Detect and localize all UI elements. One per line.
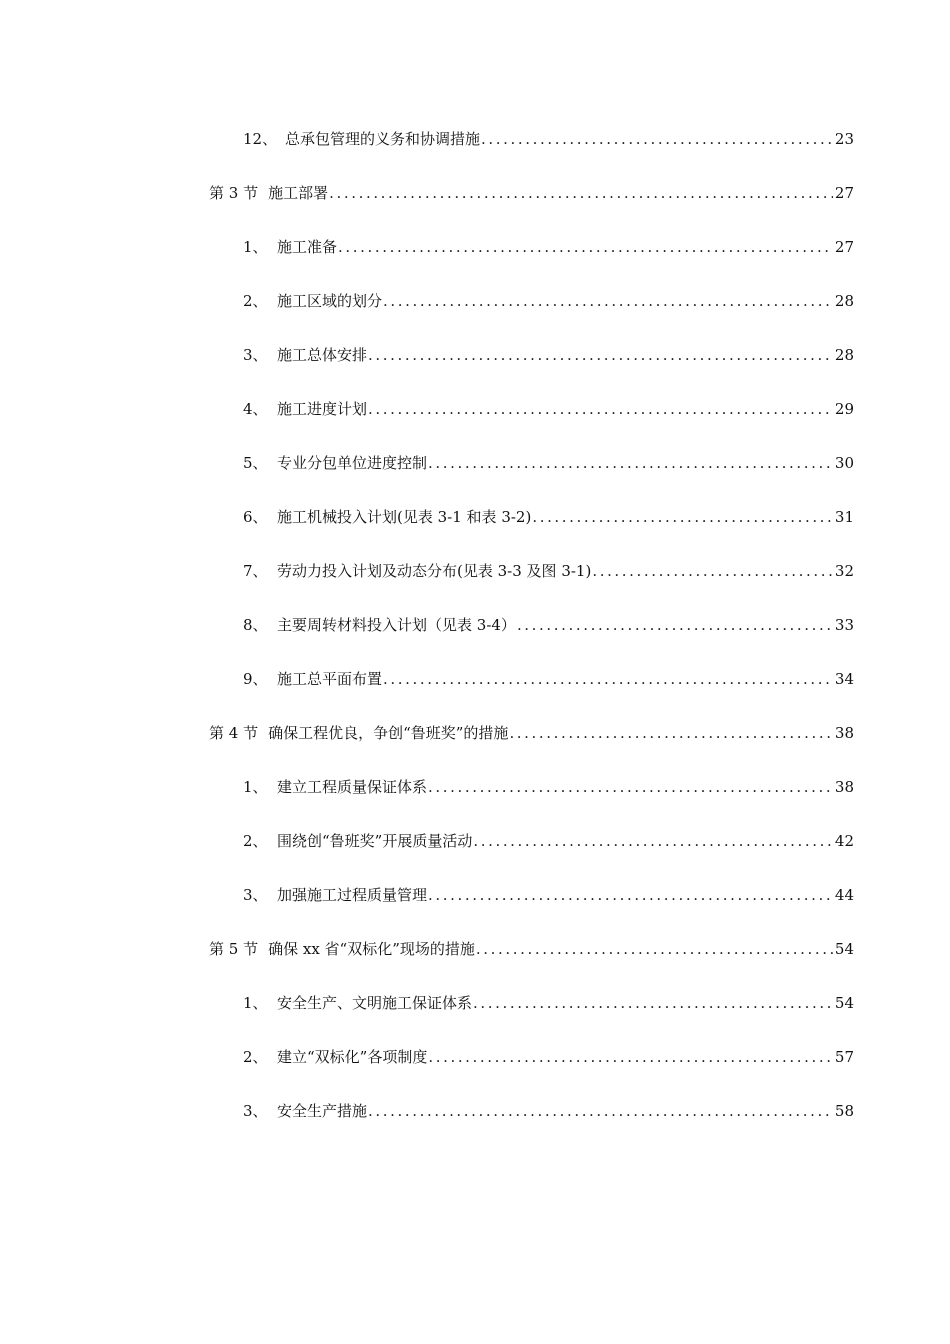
toc-entry-page: 30 xyxy=(834,454,854,472)
toc-entry-page: 28 xyxy=(834,292,854,310)
toc-entry-number: 2、 xyxy=(243,292,268,310)
toc-entry-title: 专业分包单位进度控制 xyxy=(277,454,428,472)
toc-entry-number: 9、 xyxy=(243,670,268,688)
toc-entry-number: 2、 xyxy=(243,1048,268,1066)
toc-entry-page: 27 xyxy=(834,184,854,202)
toc-entry[interactable] xyxy=(243,668,854,690)
toc-entry-page: 57 xyxy=(834,1048,854,1066)
toc-dot-leader xyxy=(428,1046,833,1068)
toc-entry[interactable] xyxy=(243,344,854,366)
toc-entry-page: 42 xyxy=(834,832,854,850)
toc-entry-number: 5、 xyxy=(243,454,268,472)
toc-entry-page: 34 xyxy=(834,670,854,688)
toc-dot-leader xyxy=(368,344,833,366)
toc-section-entry[interactable] xyxy=(209,938,854,960)
toc-entry-page: 31 xyxy=(834,508,854,526)
toc-entry-page: 28 xyxy=(834,346,854,364)
toc-dot-leader xyxy=(481,128,833,150)
toc-entry-title: 加强施工过程质量管理 xyxy=(277,886,428,904)
toc-entry-number: 4、 xyxy=(243,400,268,418)
toc-entry[interactable] xyxy=(243,830,854,852)
toc-entry[interactable] xyxy=(243,236,854,258)
toc-entry[interactable] xyxy=(243,1100,854,1122)
toc-entry-title: 安全生产措施 xyxy=(277,1102,368,1120)
toc-entry-title: 总承包管理的义务和协调措施 xyxy=(285,130,481,148)
toc-section-title: 确保 xx 省“双标化”现场的措施 xyxy=(268,940,475,958)
toc-entry-title: 围绕创“鲁班奖”开展质量活动 xyxy=(277,832,473,850)
toc-dot-leader xyxy=(517,614,833,636)
toc-section-number: 第 3 节 xyxy=(209,184,259,202)
toc-entry-title: 建立“双标化”各项制度 xyxy=(277,1048,428,1066)
toc-dot-leader xyxy=(428,776,833,798)
toc-entry-number: 3、 xyxy=(243,346,268,364)
toc-entry[interactable] xyxy=(243,452,854,474)
toc-dot-leader xyxy=(383,668,833,690)
toc-entry-number: 2、 xyxy=(243,832,268,850)
toc-entry-title: 主要周转材料投入计划（见表 3-4） xyxy=(277,616,516,634)
toc-dot-leader xyxy=(428,884,833,906)
toc-entry[interactable] xyxy=(243,776,854,798)
toc-dot-leader xyxy=(592,560,833,582)
toc-entry[interactable] xyxy=(243,560,854,582)
toc-entry[interactable] xyxy=(243,884,854,906)
toc-section-entry[interactable] xyxy=(209,182,854,204)
toc-dot-leader xyxy=(368,1100,833,1122)
toc-entry-number: 1、 xyxy=(243,778,268,796)
toc-entry-page: 27 xyxy=(834,238,854,256)
toc-section-title: 确保工程优良，争创“鲁班奖”的措施 xyxy=(268,724,509,742)
toc-dot-leader xyxy=(368,398,833,420)
toc-dot-leader xyxy=(338,236,833,258)
toc-entry[interactable] xyxy=(243,506,854,528)
toc-entry-title: 施工区域的划分 xyxy=(277,292,383,310)
toc-dot-leader xyxy=(383,290,833,312)
toc-dot-leader xyxy=(473,992,833,1014)
toc-entry-number: 12、 xyxy=(243,130,278,148)
toc-entry[interactable] xyxy=(243,128,854,150)
toc-section-number: 第 5 节 xyxy=(209,940,259,958)
toc-entry-number: 1、 xyxy=(243,994,268,1012)
toc-dot-leader xyxy=(509,722,832,744)
toc-entry-page: 54 xyxy=(834,994,854,1012)
toc-entry[interactable] xyxy=(243,1046,854,1068)
toc-section-title: 施工部署 xyxy=(268,184,329,202)
toc-entry-page: 29 xyxy=(834,400,854,418)
toc-entry-number: 7、 xyxy=(243,562,268,580)
toc-entry-page: 38 xyxy=(834,778,854,796)
toc-entry[interactable] xyxy=(243,614,854,636)
toc-entry[interactable] xyxy=(243,290,854,312)
toc-dot-leader xyxy=(428,452,833,474)
toc-entry-page: 33 xyxy=(834,616,854,634)
toc-dot-leader xyxy=(476,938,833,960)
toc-entry-title: 施工总平面布置 xyxy=(277,670,383,688)
toc-entry-number: 1、 xyxy=(243,238,268,256)
toc-entry-title: 施工总体安排 xyxy=(277,346,368,364)
toc-entry[interactable] xyxy=(243,992,854,1014)
toc-entry-title: 劳动力投入计划及动态分布(见表 3-3 及图 3-1) xyxy=(277,562,592,580)
toc-dot-leader xyxy=(329,182,833,204)
toc-entry-title: 施工机械投入计划(见表 3-1 和表 3-2) xyxy=(277,508,532,526)
toc-entry-page: 32 xyxy=(834,562,854,580)
toc-entry-page: 58 xyxy=(834,1102,854,1120)
toc-entry[interactable] xyxy=(243,398,854,420)
toc-entry-title: 施工进度计划 xyxy=(277,400,368,418)
toc-entry-page: 54 xyxy=(834,940,854,958)
toc-entry-page: 44 xyxy=(834,886,854,904)
toc-entry-title: 建立工程质量保证体系 xyxy=(277,778,428,796)
toc-entry-page: 38 xyxy=(834,724,854,742)
toc-entry-number: 6、 xyxy=(243,508,268,526)
toc-entry-number: 3、 xyxy=(243,1102,268,1120)
toc-entry-number: 3、 xyxy=(243,886,268,904)
toc-entry-number: 8、 xyxy=(243,616,268,634)
toc-entry-title: 安全生产、文明施工保证体系 xyxy=(277,994,473,1012)
toc-dot-leader xyxy=(473,830,833,852)
toc-entry-title: 施工准备 xyxy=(277,238,338,256)
toc-entry-page: 23 xyxy=(834,130,854,148)
toc-section-number: 第 4 节 xyxy=(209,724,259,742)
toc-dot-leader xyxy=(532,506,833,528)
toc-section-entry[interactable] xyxy=(209,722,854,744)
